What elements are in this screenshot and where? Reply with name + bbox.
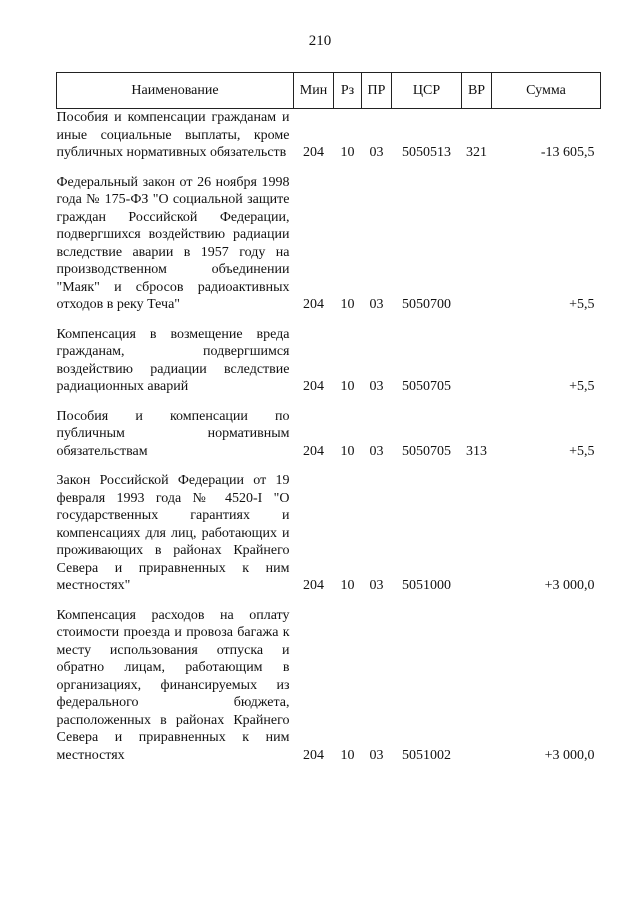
table-row (57, 174, 601, 326)
row-rz: 10 (340, 297, 355, 312)
row-csr: 5050513 (402, 145, 451, 160)
header-sum: Сумма (492, 73, 601, 109)
row-name: Закон Российской Федерации от 19 февраля 1993 года № 4520-I "О государственных гарантиях и компенсациях для лиц, работающих и проживающих в районах Крайнего Севера и приравненных к ним местностях" (56, 473, 290, 593)
table-row (57, 607, 601, 765)
header-csr: ЦСР (392, 73, 462, 109)
row-pr: 03 (369, 145, 384, 160)
row-sum: +5,5 (569, 297, 595, 312)
row-csr: 5050705 (402, 443, 451, 459)
row-pr: 03 (369, 379, 384, 394)
header-pr: ПР (362, 73, 392, 109)
row-name: Компенсация в возмещение вреда гражданам, подвергшимся воздействию радиации вследствие радиационных аварий (56, 326, 290, 394)
row-min: 204 (303, 747, 324, 763)
row-min: 204 (303, 578, 324, 593)
row-name: Пособия и компенсации по публичным нормативным обязательствам (56, 408, 290, 459)
row-sum: -13 605,5 (540, 145, 595, 160)
row-sum: +5,5 (569, 379, 595, 394)
row-rz: 10 (340, 145, 355, 160)
table-header-row (57, 73, 601, 109)
table-row (57, 326, 601, 408)
row-min: 204 (303, 443, 324, 459)
header-rz: Рз (334, 73, 362, 109)
row-name: Федеральный закон от 26 ноября 1998 года № 175-ФЗ "О социальной защите граждан Российской Федерации, подвергшихся воздействию радиации вследствие аварии в 1957 году на производственном объединении "Маяк" и сбросов радиоактивных отходов в реку Теча" (56, 174, 290, 312)
row-vr: 313 (466, 443, 487, 459)
page-number: 210 (308, 33, 332, 49)
header-name: Наименование (57, 73, 294, 109)
row-csr: 5050705 (402, 379, 451, 394)
row-vr: 321 (466, 145, 487, 160)
header-min: Мин (294, 73, 334, 109)
row-pr: 03 (369, 747, 384, 763)
budget-table (56, 72, 601, 764)
row-vr (462, 607, 492, 765)
row-rz: 10 (340, 578, 355, 593)
row-sum: +3 000,0 (544, 578, 595, 593)
row-rz: 10 (340, 747, 355, 763)
row-pr: 03 (369, 578, 384, 593)
row-csr: 5051002 (402, 747, 451, 763)
table-row (57, 408, 601, 473)
row-vr (462, 472, 492, 607)
row-csr: 5050700 (402, 297, 451, 312)
row-vr (462, 174, 492, 326)
row-name: Пособия и компенсации гражданам и иные социальные выплаты, кроме публичных нормативных обязательств (56, 110, 290, 160)
row-csr: 5051000 (402, 578, 451, 593)
row-rz: 10 (340, 379, 355, 394)
row-name: Компенсация расходов на оплату стоимости проезда и провоза багажа к месту использования отпуска и обратно лицам, работающим в организациях, финансируемых из федерального бюджета, расположенных в районах Крайнего Севера и приравненных к ним местностях (56, 607, 290, 763)
row-pr: 03 (369, 443, 384, 459)
row-min: 204 (303, 145, 324, 160)
row-rz: 10 (340, 443, 355, 459)
row-min: 204 (303, 379, 324, 394)
row-sum: +3 000,0 (544, 747, 595, 763)
row-sum: +5,5 (569, 443, 595, 459)
table-row (57, 472, 601, 607)
row-vr (462, 326, 492, 408)
row-pr: 03 (369, 297, 384, 312)
row-min: 204 (303, 297, 324, 312)
header-vr: ВР (462, 73, 492, 109)
table-row (57, 109, 601, 174)
